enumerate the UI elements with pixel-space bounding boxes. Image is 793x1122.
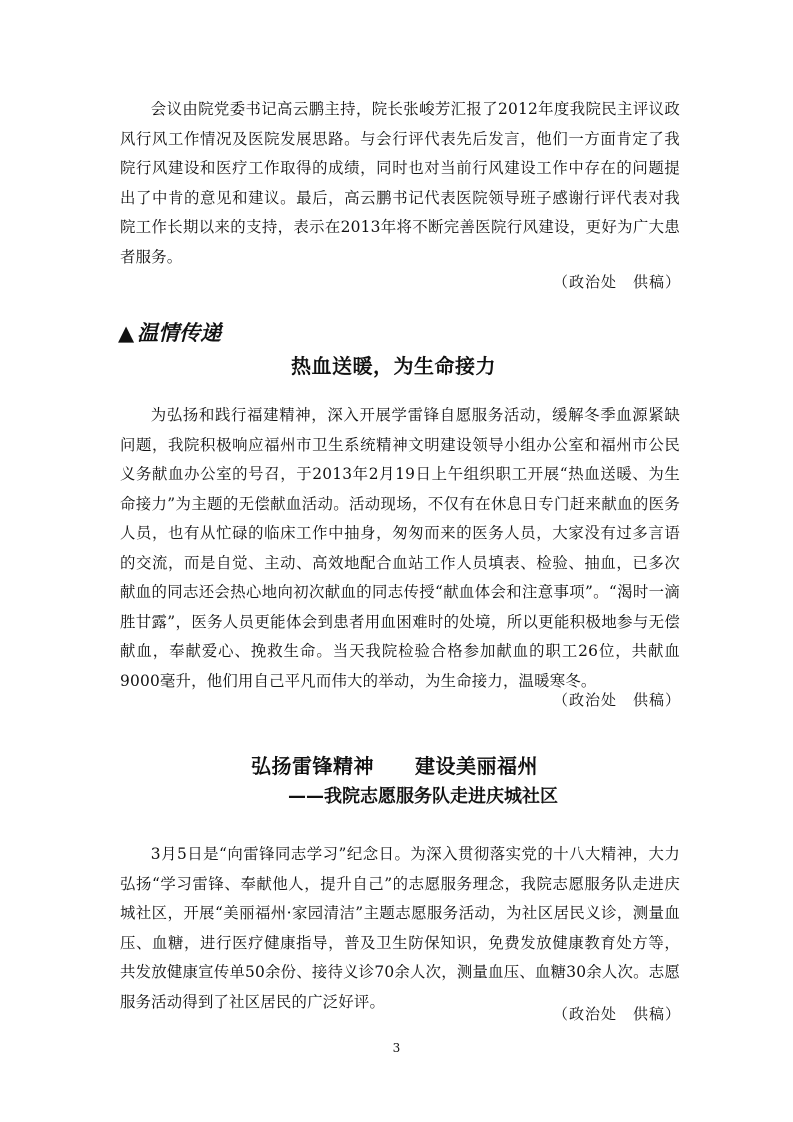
body-paragraph-blood-donation: 为弘扬和践行福建精神，深入开展学雷锋自愿服务活动，缓解冬季血源紧缺问题，我院积极响应福州市卫生系统精神文明建设领导小组办公室和福州市公民义务献血办公室的号召，于2013年2月19日上午组织职工开展“热血送暖、为生命接力”为主题的无偿献血活动。活动现场，不仅有在休息日专门赶来献血的医务人员，也有从忙碌的临床工作中抽身，匆匆而来的医务人员，大家没有过多言语的交流，而是自觉、主动、高效地配合血站工作人员填表、检验、抽血，已多次献血的同志还会热心地向初次献血的同志传授“献血体会和注意事项”。“渴时一滴胜甘露”，医务人员更能体会到患者用血困难时的处境，所以更能积极地参与无偿献血，奉献爱心、挽救生命。当天我院检验合格参加献血的职工26位，共献血9000毫升，他们用自己平凡而伟大的举动，为生命接力，温暖寒冬。 [120, 406, 680, 690]
section-title: 温情传递 [137, 321, 222, 345]
article-title: 热血送暖，为生命接力 [291, 354, 496, 378]
article-subtitle: ——我院志愿服务队走进庆城社区 [288, 786, 558, 807]
page-number: 3 [392, 1041, 401, 1055]
credit-line: （政治处 供稿） [552, 273, 681, 291]
section-heading [118, 318, 221, 348]
body-paragraph-meeting: 会议由院党委书记高云鹏主持，院长张峻芳汇报了2012年度我院民主评议政风行风工作情况及医院发展思路。与会行评代表先后发言，他们一方面肯定了我院行风建设和医疗工作取得的成绩，同时也对当前行风建设工作中存在的问题提出了中肯的意见和建议。最后，高云鹏书记代表医院领导班子感谢行评代表对我院工作长期以来的支持，表示在2013年将不断完善医院行风建设，更好为广大患者服务。 [120, 100, 680, 266]
article-title: 弘扬雷锋精神 建设美丽福州 [251, 754, 538, 778]
credit-line: （政治处 供稿） [552, 1005, 681, 1023]
triangle-marker-icon: ▲ [118, 321, 135, 345]
body-paragraph-volunteer: 3月5日是“向雷锋同志学习”纪念日。为深入贯彻落实党的十八大精神，大力弘扬“学习雷锋、奉献他人，提升自己”的志愿服务理念，我院志愿服务队走进庆城社区，开展“美丽福州·家园清洁”主题志愿服务活动，为社区居民义诊，测量血压、血糖，进行医疗健康指导，普及卫生防保知识，免费发放健康教育处方等，共发放健康宣传单50余份、接待义诊70余人次，测量血压、血糖30余人次。志愿服务活动得到了社区居民的广泛好评。 [120, 845, 680, 1011]
credit-line: （政治处 供稿） [552, 691, 681, 709]
